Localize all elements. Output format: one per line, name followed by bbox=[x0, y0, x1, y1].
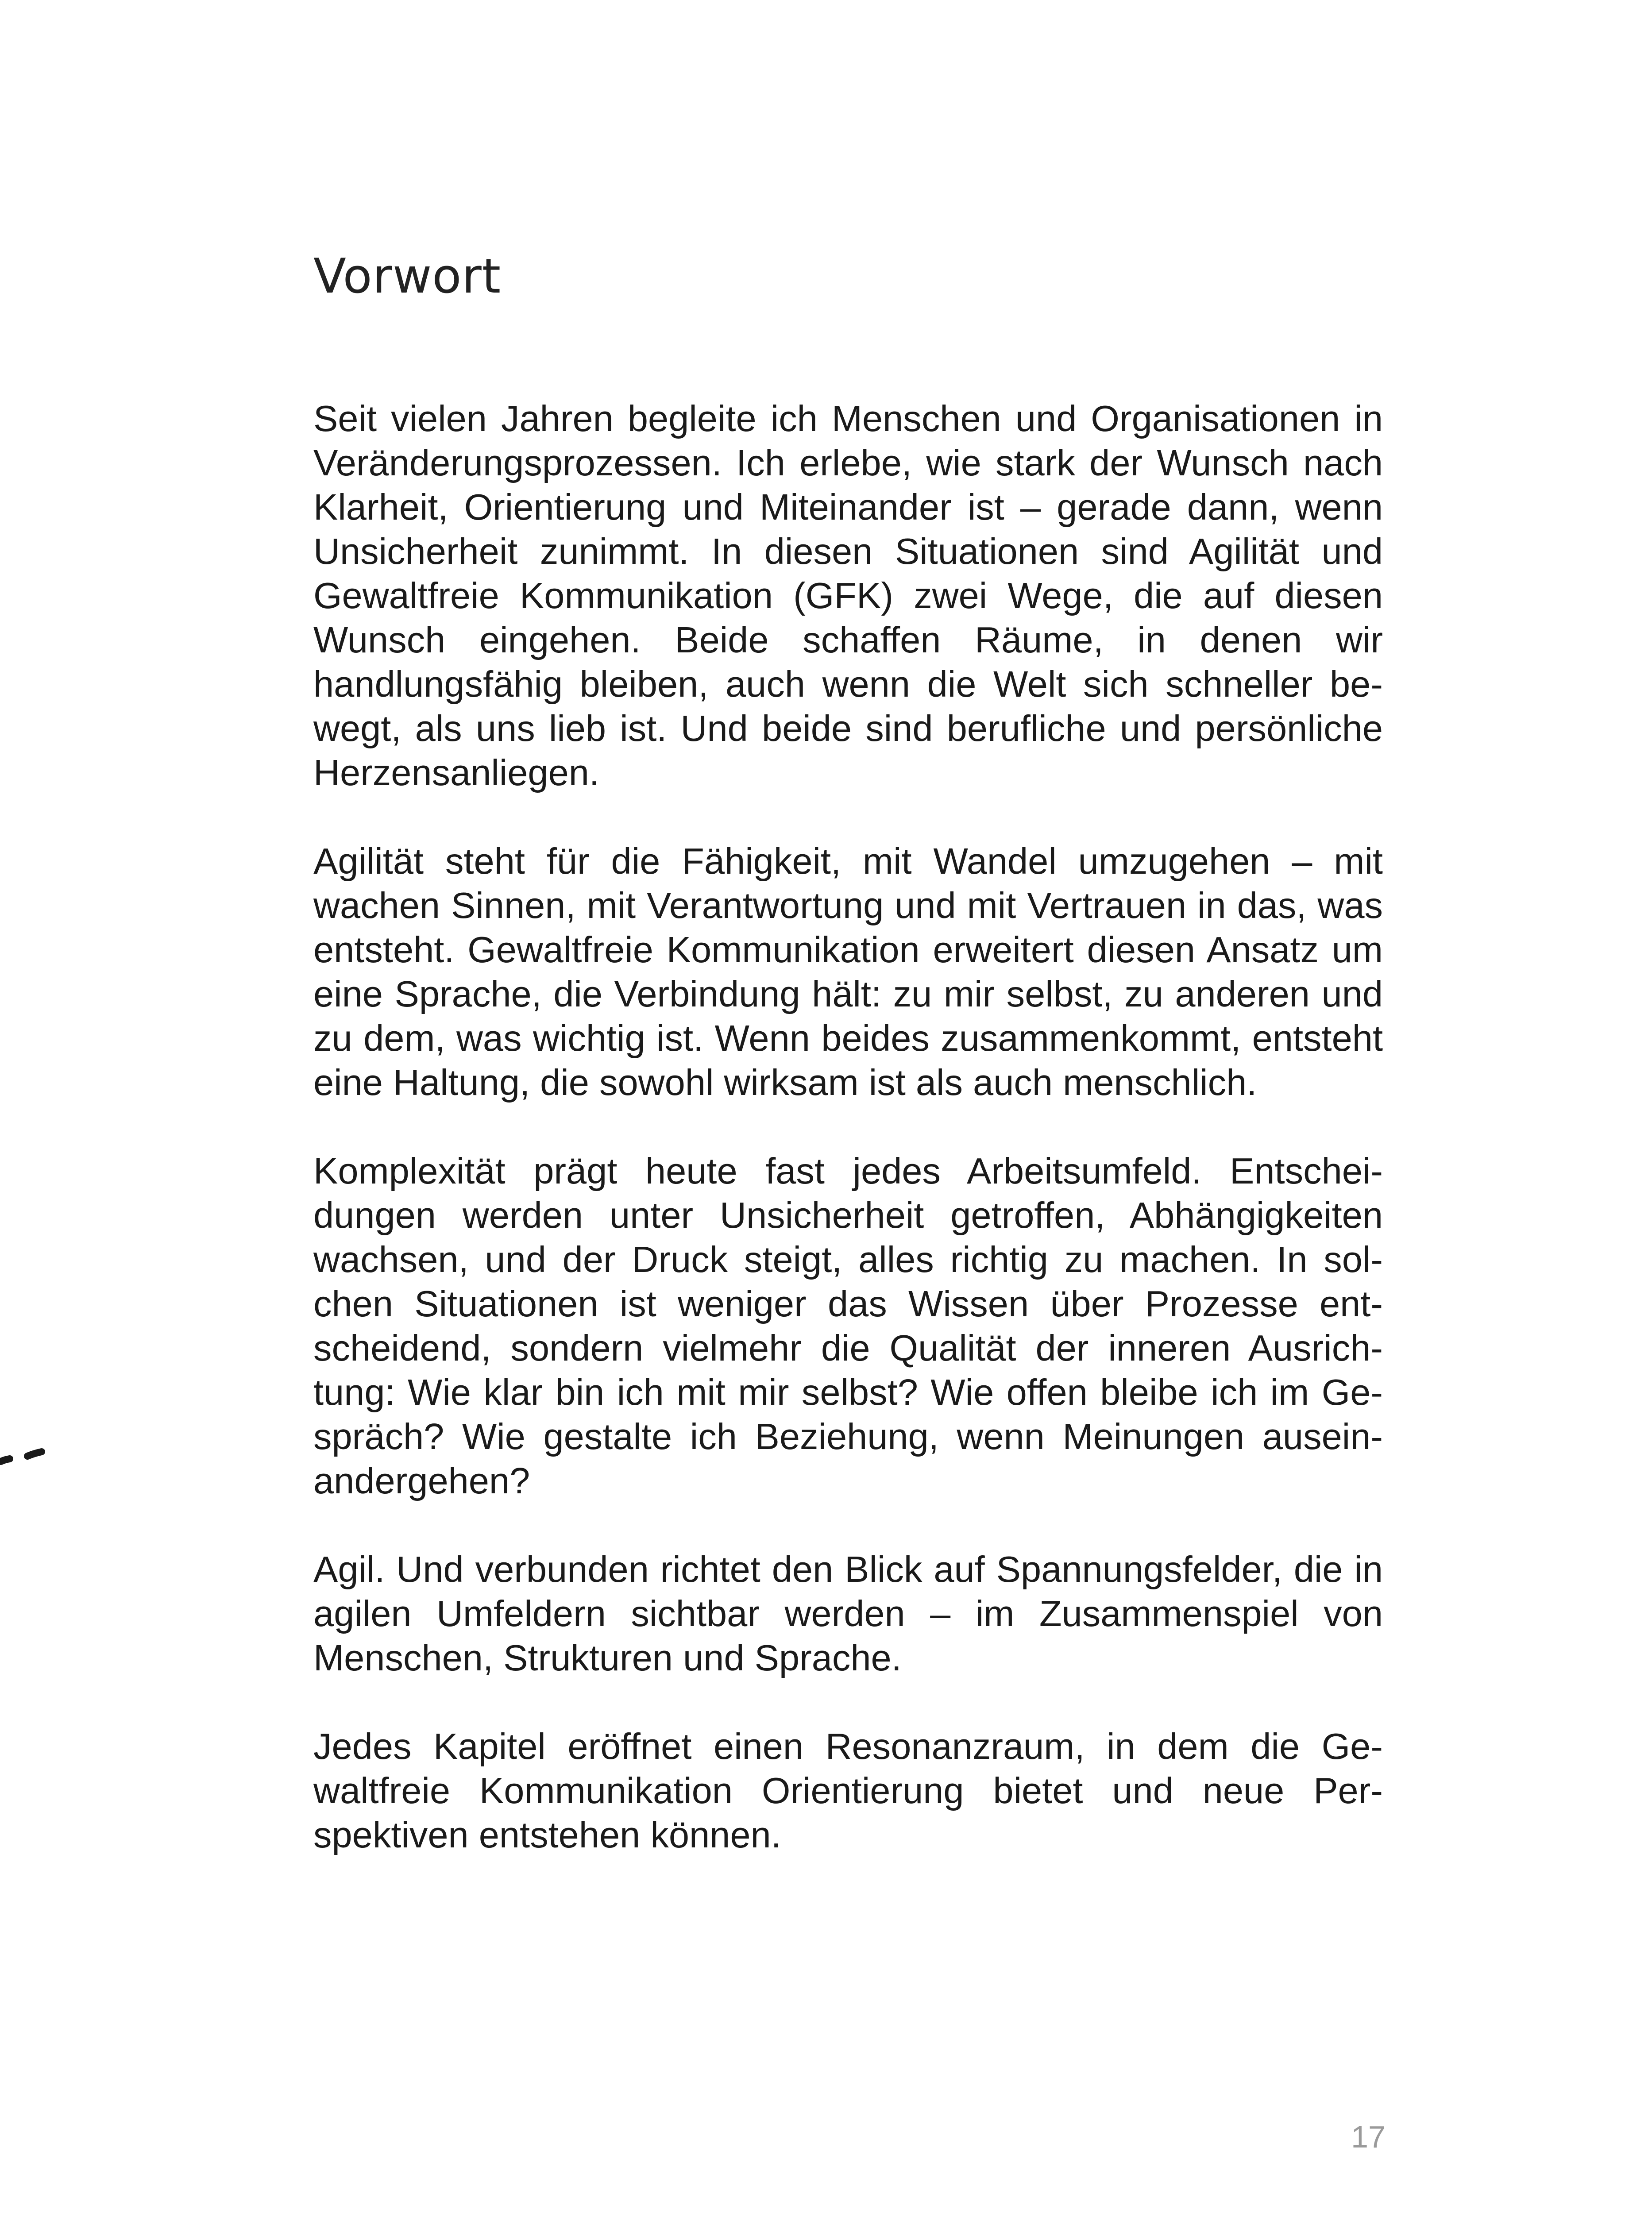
paragraph-1: Seit vielen Jahren begleite ich Menschen und Organisationen in Veränderungsprozessen. Ich erlebe, wie stark der Wunsch nach Klarheit, Orientierung und Miteinander ist – gerade dann, wenn Unsicherheit zunimmt. In diesen Situationen sind Agilität und Gewaltfreie Kommunikation (GFK) zwei Wege, die auf diesen Wunsch eingehen. Beide schaffen Räume, in denen wir handlungsfähig bleiben, auch wenn die Welt sich schneller bewegt, als uns lieb ist. Und beide sind berufliche und persönliche Herzensanliegen. bbox=[313, 397, 1383, 793]
body-text bbox=[313, 397, 1383, 1857]
paragraph-2: Agilität steht für die Fähigkeit, mit Wandel umzugehen – mit wachen Sinnen, mit Verantwortung und mit Vertrauen in das, was entsteht. Gewaltfreie Kommunikation erweitert diesen Ansatz um eine Sprache, die Verbindung hält: zu mir selbst, zu anderen und zu dem, was wichtig ist. Wenn beides zusammenkommt, entsteht eine Haltung, die sowohl wirksam ist als auch menschlich. bbox=[313, 840, 1383, 1103]
page-title: Vorwort bbox=[313, 249, 502, 304]
paragraph-5: Jedes Kapitel eröffnet einen Resonanzraum, in dem die Gewaltfreie Kommunikation Orientierung bietet und neue Perspektiven entstehen können. bbox=[313, 1725, 1383, 1855]
page-content bbox=[313, 248, 1383, 1857]
paragraph-3: Komplexität prägt heute fast jedes Arbeitsumfeld. Entscheidungen werden unter Unsicherheit getroffen, Abhängigkeiten wachsen, und der Druck steigt, alles richtig zu machen. In solchen Situationen ist weniger das Wissen über Prozesse entscheidend, sondern vielmehr die Qualität der inneren Ausrichtung: Wie klar bin ich mit mir selbst? Wie offen bleibe ich im Gespräch? Wie gestalte ich Beziehung, wenn Meinungen auseinandergehen? bbox=[313, 1150, 1383, 1501]
paragraph-4: Agil. Und verbunden richtet den Blick auf Spannungsfelder, die in agilen Umfeldern sichtbar werden – im Zusammenspiel von Menschen, Strukturen und Sprache. bbox=[313, 1548, 1383, 1678]
edge-dash-mark bbox=[0, 1443, 53, 1469]
page-number: 17 bbox=[1351, 2120, 1386, 2154]
